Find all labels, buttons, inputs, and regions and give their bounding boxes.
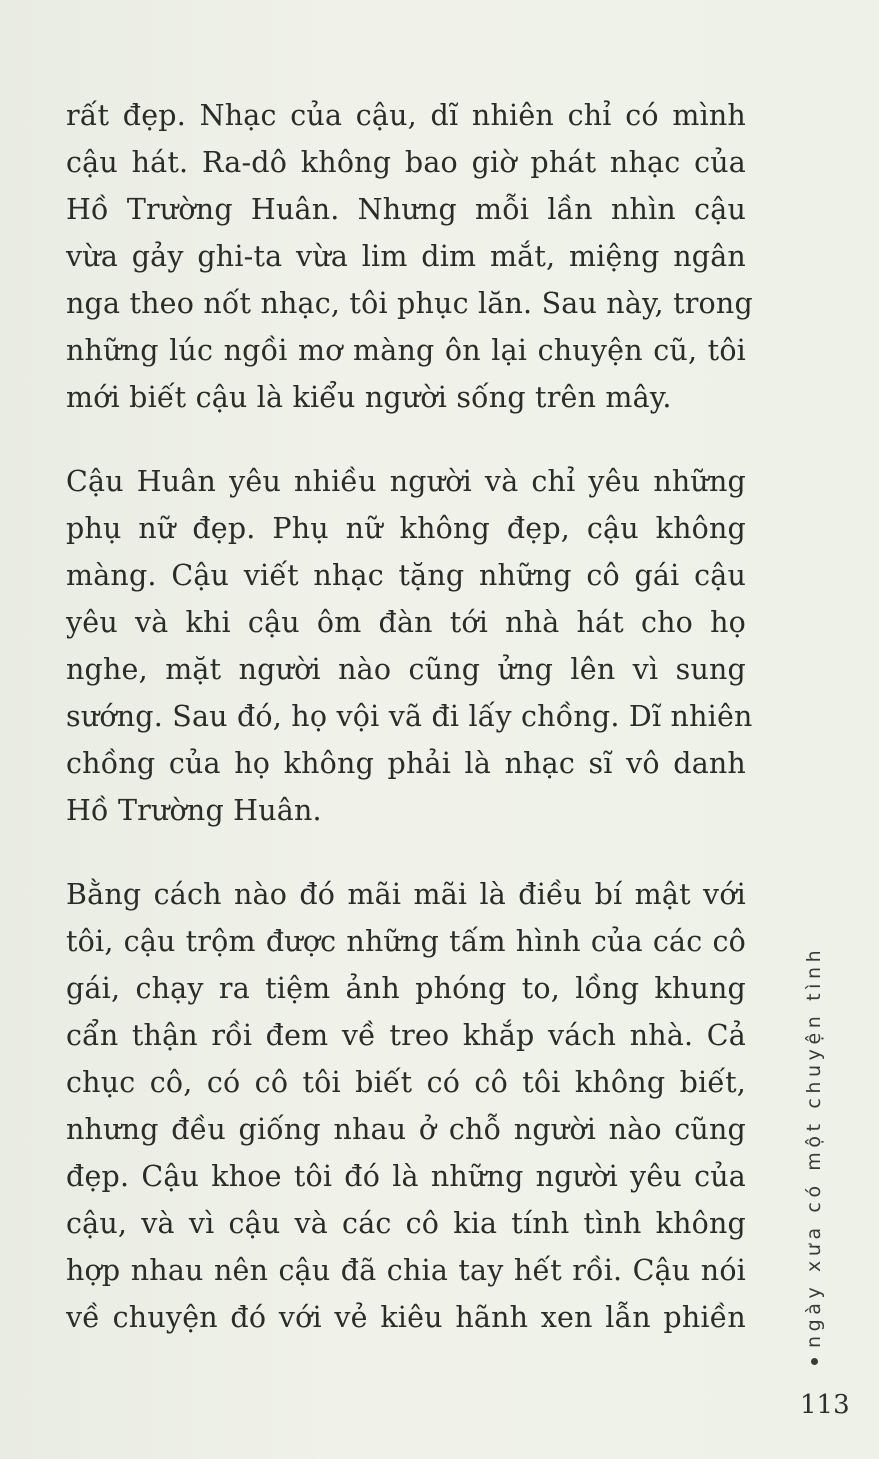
text-line: sướng. Sau đó, họ vội vã đi lấy chồng. Dĩ nhiên [66,700,753,733]
text-line: rất đẹp. Nhạc của cậu, dĩ nhiên chỉ có mình [66,99,746,132]
text-line: nhưng đều giống nhau ở chỗ người nào cũng [66,1113,746,1146]
paragraph-2 [66,458,753,834]
paragraph-gap [66,421,746,458]
body-text [66,92,753,1341]
text-line: đẹp. Cậu khoe tôi đó là những người yêu của [66,1160,746,1193]
text-line: những lúc ngồi mơ màng ôn lại chuyện cũ, tôi [66,334,746,367]
text-line: nga theo nốt nhạc, tôi phục lăn. Sau này, trong [66,287,753,320]
text-line: cẩn thận rồi đem về treo khắp vách nhà. Cả [66,1019,746,1052]
bullet-icon [811,1358,818,1365]
text-line: cậu, và vì cậu và các cô kia tính tình không [66,1207,746,1240]
text-line: màng. Cậu viết nhạc tặng những cô gái cậu [66,559,746,592]
running-head [803,925,825,1365]
page-number: 113 [800,1390,850,1420]
text-line: phụ nữ đẹp. Phụ nữ không đẹp, cậu không [66,512,746,545]
text-line: mới biết cậu là kiểu người sống trên mây. [66,381,672,414]
text-line: yêu và khi cậu ôm đàn tới nhà hát cho họ [66,606,746,639]
text-line: cậu hát. Ra-dô không bao giờ phát nhạc của [66,146,746,179]
text-line: Bằng cách nào đó mãi mãi là điều bí mật với [66,878,746,911]
text-line: Cậu Huân yêu nhiều người và chỉ yêu những [66,465,746,498]
running-head-title: ngày xưa có một chuyện tình [803,945,825,1348]
text-line: hợp nhau nên cậu đã chia tay hết rồi. Cậu nói [66,1254,746,1287]
paragraph-3 [66,871,746,1341]
paragraph-1 [66,92,753,421]
text-line: Hồ Trường Huân. [66,794,322,827]
paragraph-gap [66,834,746,871]
text-line: gái, chạy ra tiệm ảnh phóng to, lồng khung [66,972,746,1005]
text-line: Hồ Trường Huân. Nhưng mỗi lần nhìn cậu [66,193,746,226]
text-line: chục cô, có cô tôi biết có cô tôi không biết, [66,1066,746,1099]
text-line: nghe, mặt người nào cũng ửng lên vì sung [66,653,746,686]
text-line: chồng của họ không phải là nhạc sĩ vô danh [66,747,746,780]
text-line: vừa gảy ghi-ta vừa lim dim mắt, miệng ngân [66,240,746,273]
text-line: về chuyện đó với vẻ kiêu hãnh xen lẫn phiền [66,1301,746,1334]
text-line: tôi, cậu trộm được những tấm hình của các cô [66,925,746,958]
